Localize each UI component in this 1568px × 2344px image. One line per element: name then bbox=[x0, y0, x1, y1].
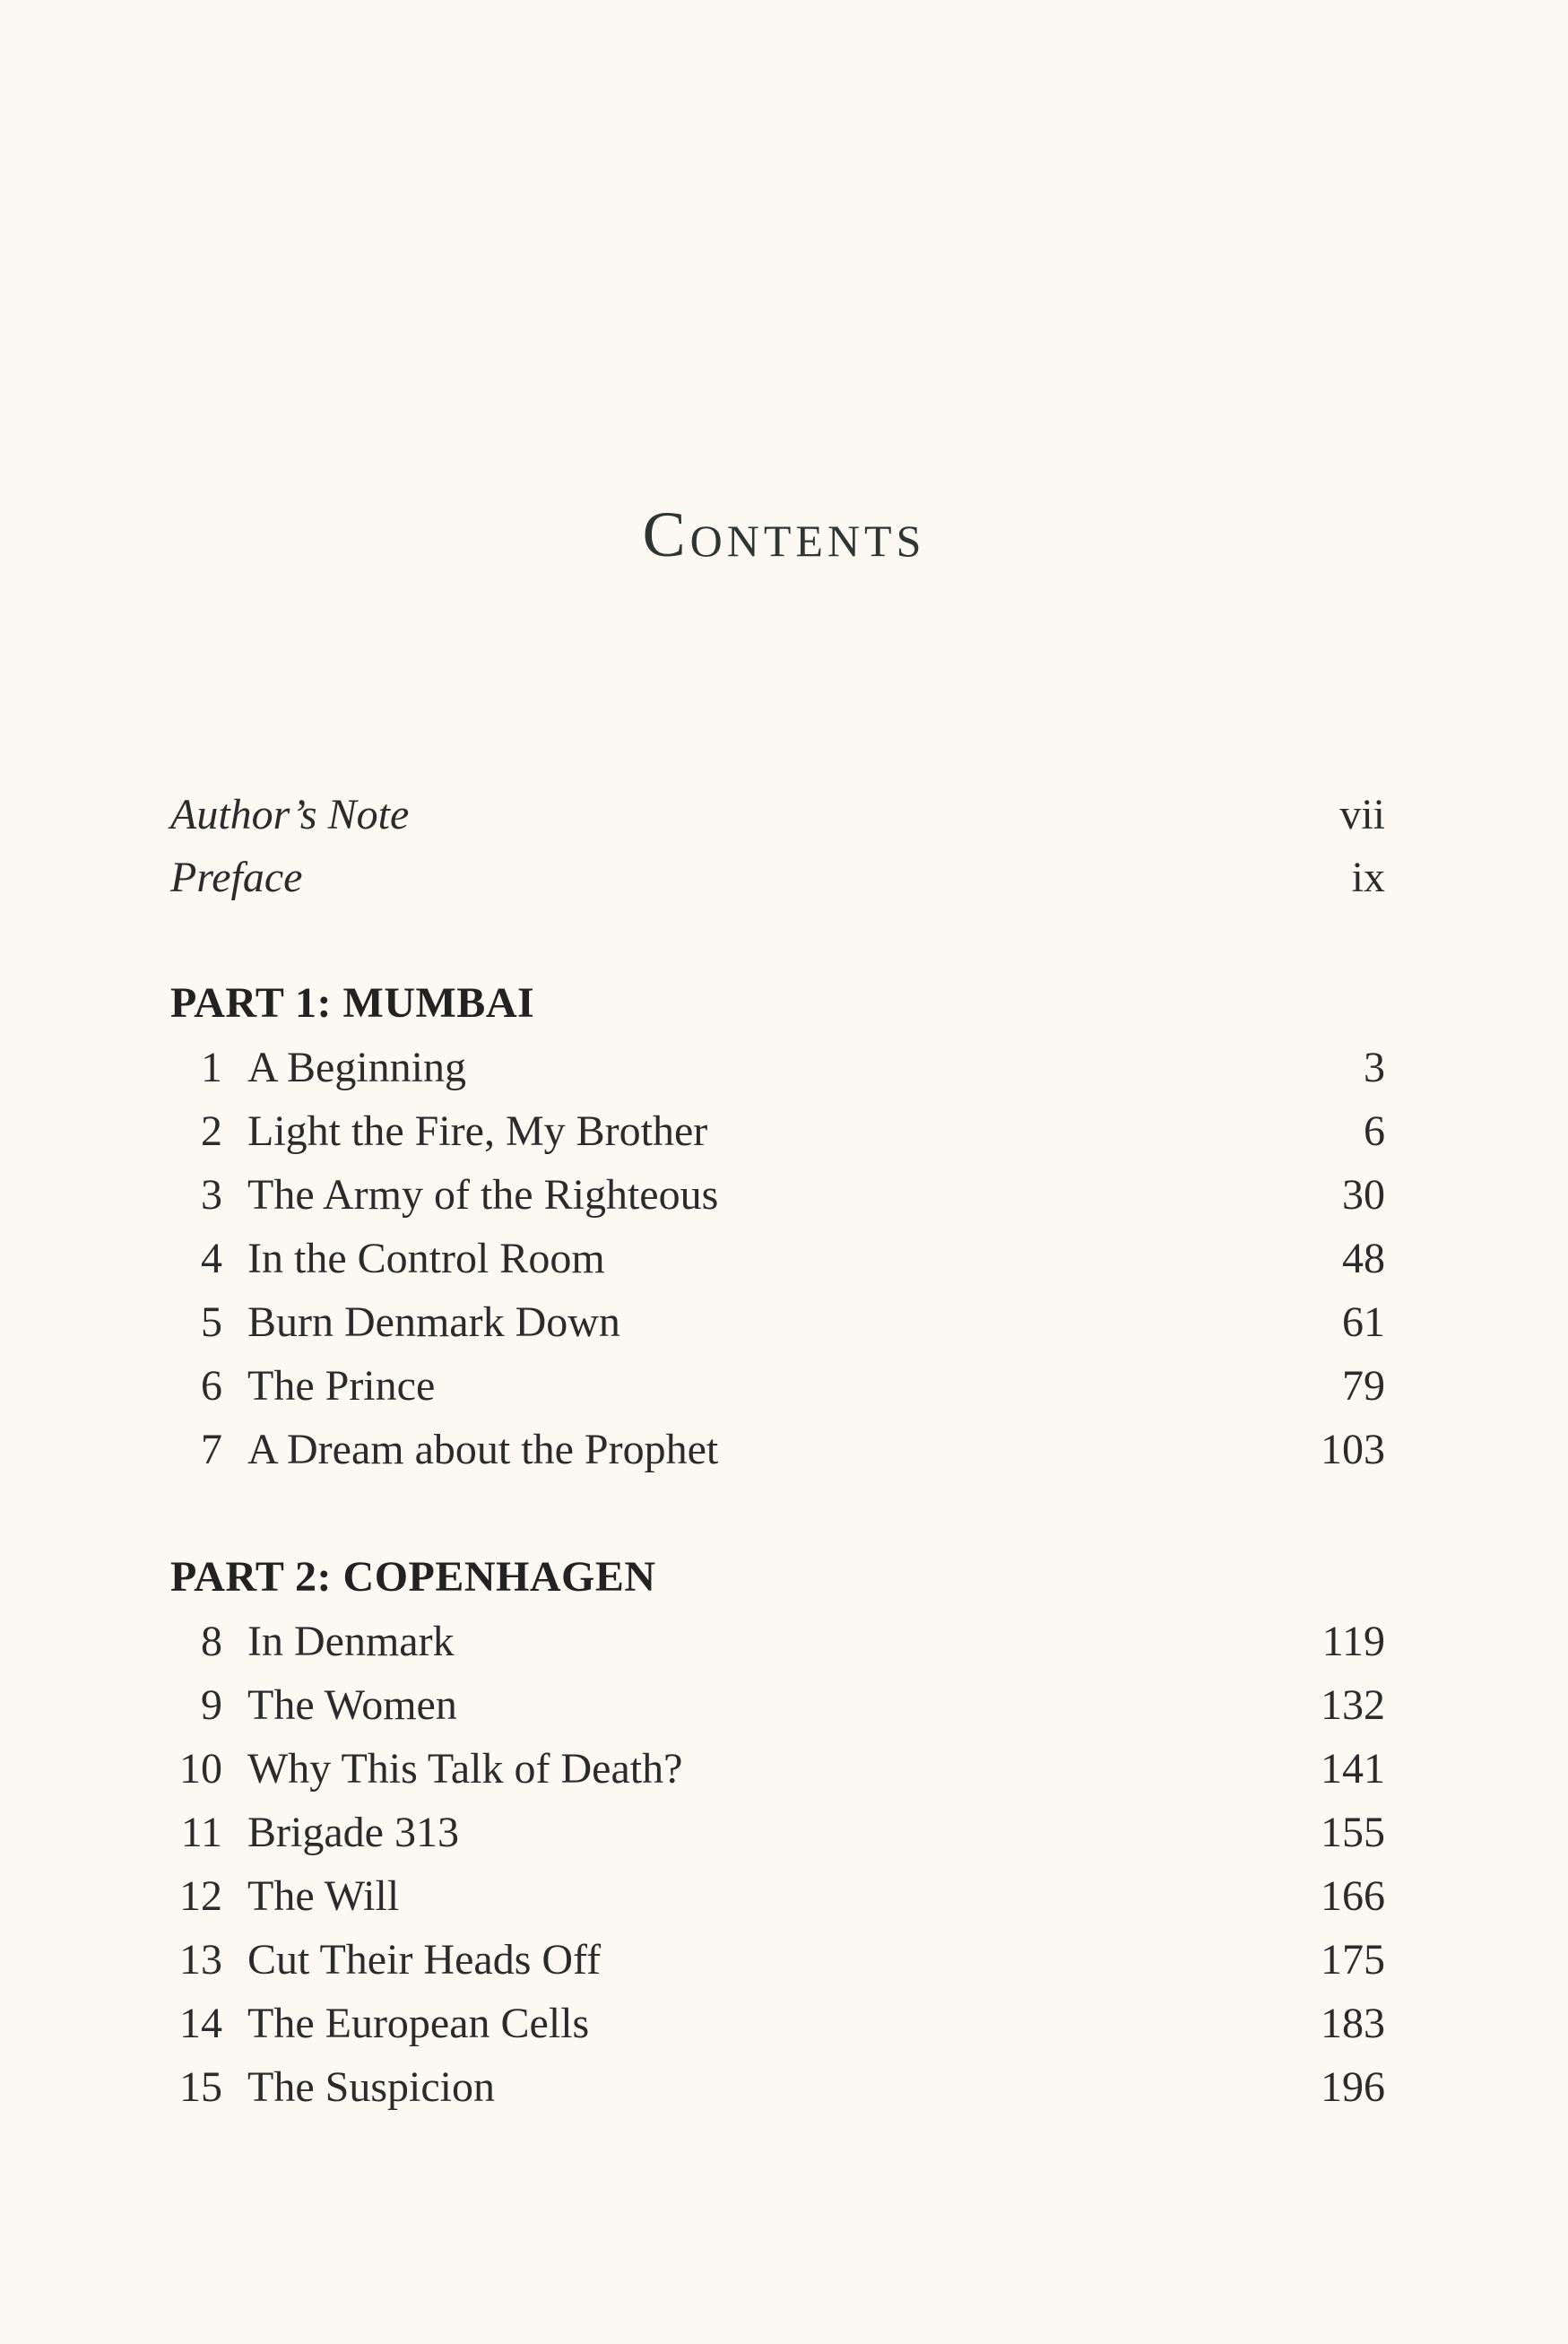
part-heading-2: PART 2: COPENHAGEN bbox=[170, 1553, 656, 1601]
chapter-title: The Will bbox=[247, 1872, 400, 1920]
chapter-page: 48 bbox=[1342, 1235, 1385, 1282]
chapter-page: 155 bbox=[1321, 1809, 1385, 1856]
chapter-title: The Prince bbox=[247, 1362, 436, 1410]
entry-page: vii bbox=[1339, 791, 1385, 838]
chapter-number: 12 bbox=[179, 1872, 222, 1920]
chapter-row bbox=[170, 1805, 1385, 1861]
chapter-row bbox=[170, 1231, 1385, 1287]
chapter-number: 6 bbox=[201, 1362, 222, 1410]
chapter-row bbox=[170, 1040, 1385, 1096]
chapter-row bbox=[170, 1869, 1385, 1924]
chapter-page: 119 bbox=[1321, 1618, 1385, 1665]
chapter-page: 183 bbox=[1321, 2000, 1385, 2047]
chapter-page: 103 bbox=[1321, 1426, 1385, 1473]
chapter-title: In Denmark bbox=[247, 1618, 455, 1665]
chapter-page: 3 bbox=[1364, 1044, 1385, 1091]
page-title: Contents bbox=[642, 499, 926, 570]
entry-title: Author’s Note bbox=[170, 791, 410, 838]
chapter-number: 15 bbox=[179, 2063, 222, 2111]
chapter-page: 141 bbox=[1321, 1745, 1385, 1793]
chapter-row bbox=[170, 1678, 1385, 1733]
chapter-row bbox=[170, 1996, 1385, 2052]
chapter-number: 4 bbox=[201, 1235, 222, 1282]
chapter-title: Why This Talk of Death? bbox=[247, 1745, 683, 1793]
chapter-number: 5 bbox=[201, 1298, 222, 1346]
chapter-title: Brigade 313 bbox=[247, 1809, 459, 1856]
chapter-title: A Dream about the Prophet bbox=[247, 1426, 719, 1473]
chapter-number: 13 bbox=[179, 1936, 222, 1984]
chapter-page: 30 bbox=[1342, 1171, 1385, 1219]
chapter-number: 2 bbox=[201, 1107, 222, 1155]
chapter-title: The Army of the Righteous bbox=[247, 1171, 719, 1219]
chapter-title: A Beginning bbox=[247, 1044, 467, 1091]
entry-page: ix bbox=[1351, 854, 1385, 901]
chapter-page: 175 bbox=[1321, 1936, 1385, 1984]
chapter-page: 166 bbox=[1321, 1872, 1385, 1920]
chapter-title: The Suspicion bbox=[247, 2063, 495, 2111]
chapter-number: 9 bbox=[201, 1681, 222, 1729]
toc-entry-preface bbox=[170, 850, 1385, 906]
chapter-page: 132 bbox=[1321, 1681, 1385, 1729]
chapter-number: 7 bbox=[201, 1426, 222, 1473]
chapter-page: 196 bbox=[1321, 2063, 1385, 2111]
chapter-number: 3 bbox=[201, 1171, 222, 1219]
chapter-page: 61 bbox=[1342, 1298, 1385, 1346]
chapter-title: Light the Fire, My Brother bbox=[247, 1107, 708, 1155]
chapter-title: Cut Their Heads Off bbox=[247, 1936, 602, 1984]
chapter-title: Burn Denmark Down bbox=[247, 1298, 620, 1346]
chapter-title: In the Control Room bbox=[247, 1235, 605, 1282]
chapter-row bbox=[170, 1422, 1385, 1478]
chapter-number: 8 bbox=[201, 1618, 222, 1665]
chapter-row bbox=[170, 2060, 1385, 2115]
chapter-row bbox=[170, 1104, 1385, 1159]
chapter-number: 14 bbox=[179, 2000, 222, 2047]
chapter-number: 11 bbox=[180, 1809, 222, 1856]
chapter-page: 79 bbox=[1342, 1362, 1385, 1410]
chapter-page: 6 bbox=[1364, 1107, 1385, 1155]
entry-title: Preface bbox=[170, 854, 303, 901]
chapter-row bbox=[170, 1614, 1385, 1670]
chapter-row bbox=[170, 1359, 1385, 1414]
chapter-row bbox=[170, 1932, 1385, 1988]
chapter-title: The Women bbox=[247, 1681, 457, 1729]
toc-entry-authors-note bbox=[170, 787, 1385, 843]
chapter-row bbox=[170, 1168, 1385, 1223]
chapter-title: The European Cells bbox=[247, 2000, 590, 2047]
part-heading-1: PART 1: MUMBAI bbox=[170, 979, 535, 1027]
chapter-number: 1 bbox=[201, 1044, 222, 1091]
chapter-row bbox=[170, 1295, 1385, 1350]
chapter-row bbox=[170, 1741, 1385, 1797]
chapter-number: 10 bbox=[179, 1745, 222, 1793]
